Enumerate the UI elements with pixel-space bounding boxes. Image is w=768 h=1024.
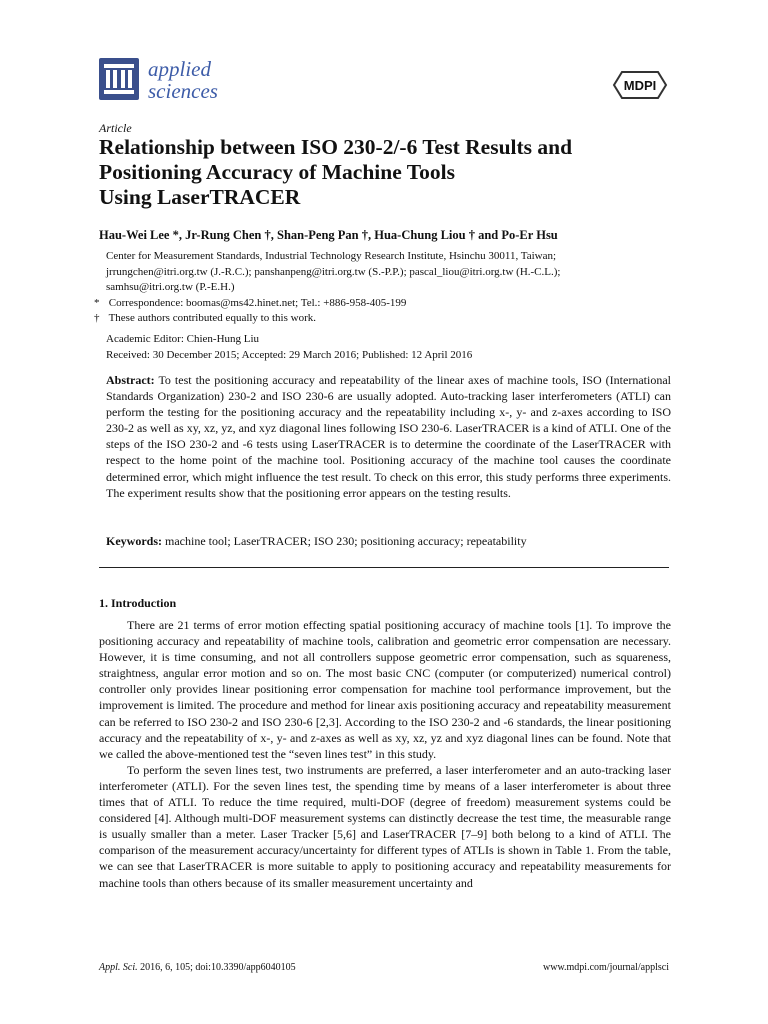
correspondence-mark: * [94, 296, 100, 309]
equal-contribution-line [94, 311, 666, 327]
title-line-3: Using LaserTRACER [99, 185, 301, 209]
section-divider [99, 567, 669, 568]
journal-logo[interactable] [99, 58, 218, 102]
affiliation-line-3: samhsu@itri.org.tw (P.-E.H.) [106, 281, 235, 293]
publication-info [106, 332, 472, 363]
author-list: Hau-Wei Lee *, Jr-Rung Chen †, Shan-Peng Pan †, Hua-Chung Liou † and Po-Er Hsu [99, 228, 558, 242]
correspondence-line [94, 296, 666, 312]
footer-citation [99, 962, 296, 973]
publication-dates: Received: 30 December 2015; Accepted: 29 March 2016; Published: 12 April 2016 [106, 348, 473, 361]
section-heading-introduction: 1. Introduction [99, 596, 177, 610]
footer-journal-abbr: Appl. Sci. [99, 962, 138, 973]
keywords-label: Keywords: [106, 534, 162, 548]
introduction-paragraph-1: There are 21 terms of error motion effecting spatial positioning accuracy of machine tools [1]. To improve the positioning accuracy and repeatability of machine tools, calibration and geometric error compensation are necessary. However, it is time consuming, and not all controllers suppose geometric error compensation, such as squareness, straightness, angular error motion and so on. The most basic CNC (computer (or computerized) numerical control) controller only provides linear positioning error compensation for machine tool performance improvement, but the improvement is limited. The procedure and method for linear axis positioning accuracy and repeatability measurement can be referred to ISO 230-2 and ISO 230-6 [2,3]. According to the ISO 230-2 and -6 standards, the linear positioning accuracy and the repeatability of x-, y- and z-axes as well as xy, xz, yz and xyz diagonal lines can be found. Note that we called the above-mentioned test the “seven lines test” in this study. [99, 618, 671, 761]
title-line-1: Relationship between ISO 230-2/-6 Test Results and [99, 135, 573, 159]
article-type: Article [99, 121, 132, 135]
mdpi-logo-icon[interactable] [612, 70, 668, 100]
title-line-2: Positioning Accuracy of Machine Tools [99, 160, 455, 184]
affiliations [94, 249, 666, 327]
footer-journal-url[interactable]: www.mdpi.com/journal/applsci [543, 962, 669, 973]
equal-contribution-text: These authors contributed equally to this work. [108, 312, 316, 324]
abstract-label: Abstract: [106, 373, 155, 387]
journal-name-line2: sciences [148, 79, 218, 103]
affiliation-line-2: jrrungchen@itri.org.tw (J.-R.C.); panshanpeng@itri.org.tw (S.-P.P.); pascal_liou@itri.org.tw (H.-C.L.); [106, 265, 561, 278]
journal-name [148, 58, 218, 102]
affiliation-line-1: Center for Measurement Standards, Industrial Technology Research Institute, Hsinchu 30011, Taiwan; [106, 250, 557, 262]
paper-title [99, 135, 699, 210]
introduction-paragraph-2: To perform the seven lines test, two instruments are preferred, a laser interferometer and an auto-tracking laser interferometer (ATLI). For the seven lines test, the spending time by means of a laser interferometer is about three times that of ATLI. To reduce the time required, multi-DOF (degree of freedom) measurement systems could be considered [4]. Although multi-DOF measurement systems can distinctly decrease the test time, the measurable range is usually smaller than a meter. Laser Tracker [5,6] and LaserTRACER [7–9] both belong to a kind of ATLI. The comparison of the measurement accuracy/uncertainty for different types of ATLIs is shown in Table 1. From the table, we can see that LaserTRACER is more suitable to apply to positioning accuracy and repeatability measurements for machine tools than others because of its smaller measurement uncertainty and [99, 762, 671, 890]
keywords-text: machine tool; LaserTRACER; ISO 230; positioning accuracy; repeatability [165, 534, 527, 548]
introduction-body [99, 617, 671, 891]
mdpi-logo-text: MDPI [623, 78, 657, 93]
equal-contribution-mark: † [94, 312, 100, 324]
abstract-text: To test the positioning accuracy and repeatability of the linear axes of machine tools, ISO (International Standards Organization) 230-2 and ISO 230-6 are usually adopted. Auto-tracking laser interferometers (ATLI) can perform the testing for the positioning accuracy and the repeatability including x-, y- and z-axes according to ISO 230-2 as well as xy, xz, yz, and xyz diagonal lines following ISO 230-6. LaserTRACER is a kind of ATLI. One of the steps of the ISO 230-2 and -6 tests using LaserTRACER is to determine the coordinate of the LaserTRACER with respect to the home point of the machine tool. Positioning accuracy of the machine tool causes the coordinate determined error, which might influence the test result. To check on this error, this study performs three experiments. The experiment results show that the positioning error appears on the testing results. [106, 373, 671, 500]
journal-name-line1: applied [148, 57, 211, 81]
correspondence-text: Correspondence: boomas@ms42.hinet.net; Tel.: +886-958-405-199 [108, 296, 407, 309]
keywords [106, 534, 527, 549]
footer-citation-text: 2016, 6, 105; doi:10.3390/app6040105 [140, 962, 296, 973]
journal-emblem-icon [99, 58, 139, 100]
abstract [106, 372, 671, 501]
academic-editor: Academic Editor: Chien-Hung Liu [106, 333, 260, 345]
